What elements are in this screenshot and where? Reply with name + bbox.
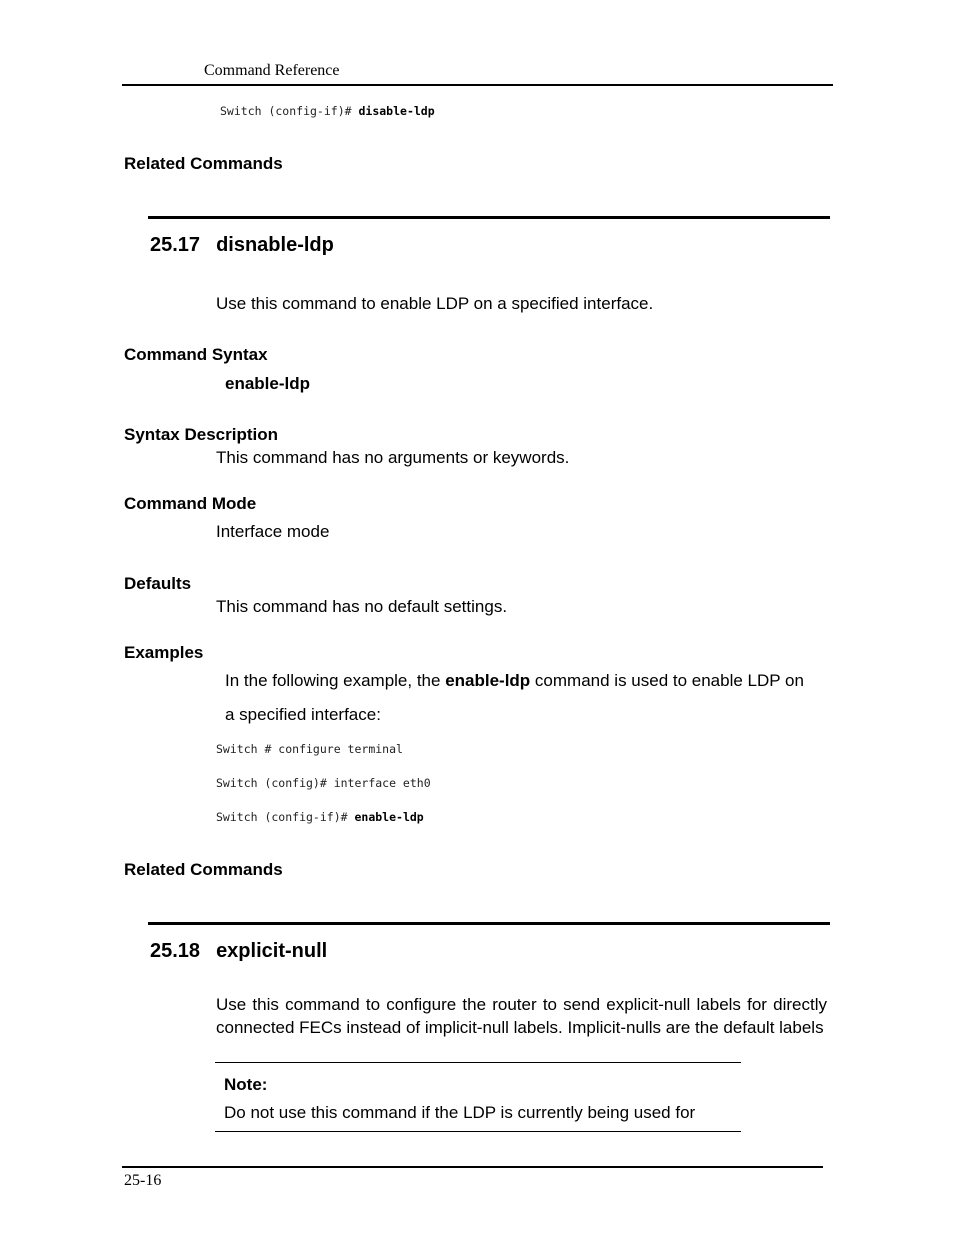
command-mode-heading: Command Mode: [124, 494, 257, 513]
section-number: 25.17: [150, 234, 201, 256]
examples-heading: Examples: [124, 643, 204, 662]
note-bottom-rule: [215, 1131, 741, 1132]
example-text-line-1: [225, 671, 804, 691]
note-top-rule: [215, 1062, 741, 1063]
section-number: 25.18: [150, 940, 201, 962]
section-rule: [148, 922, 830, 925]
running-header: Command Reference: [204, 62, 340, 79]
code-prefix: Switch (config-if)#: [216, 810, 355, 824]
command-syntax: enable-ldp: [225, 374, 311, 393]
top-example-code: [220, 104, 435, 118]
example-text-line-2: a specified interface:: [225, 705, 381, 724]
syntax-description: This command has no arguments or keywords.: [216, 448, 570, 467]
section-title: [150, 940, 327, 963]
note-heading: Note:: [224, 1075, 268, 1094]
example-text-pre: In the following example, the: [225, 671, 446, 690]
code-line: Switch (config)# interface eth0: [216, 776, 431, 790]
example-text-post: command is used to enable LDP on: [530, 671, 804, 690]
footer-rule: [122, 1166, 823, 1168]
note-text: Do not use this command if the LDP is currently being used for: [224, 1103, 696, 1122]
code-command: disable-ldp: [358, 104, 435, 118]
related-commands-heading: Related Commands: [124, 154, 283, 173]
section-rule: [148, 216, 830, 219]
command-mode: Interface mode: [216, 522, 330, 541]
header-rule: [122, 84, 833, 86]
section-intro: Use this command to configure the router to send explicit-null labels for directly connected FECs instead of implicit-null labels. Implicit-nulls are the default labels: [216, 995, 827, 1037]
syntax-description-heading: Syntax Description: [124, 425, 278, 444]
section-name: explicit-null: [216, 940, 328, 962]
code-line: [216, 810, 424, 824]
code-line: Switch # configure terminal: [216, 742, 403, 756]
command-syntax-heading: Command Syntax: [124, 345, 268, 364]
section-title: [150, 234, 334, 257]
defaults-text: This command has no default settings.: [216, 597, 508, 616]
section-intro: Use this command to enable LDP on a specified interface.: [216, 294, 654, 313]
related-commands-heading: Related Commands: [124, 860, 283, 879]
code-prefix: Switch (config-if)#: [220, 104, 359, 118]
example-text-command: enable-ldp: [445, 671, 531, 690]
page-number: 25-16: [124, 1172, 162, 1189]
section-name: disnable-ldp: [216, 234, 334, 256]
code-command: enable-ldp: [354, 810, 424, 824]
defaults-heading: Defaults: [124, 574, 192, 593]
